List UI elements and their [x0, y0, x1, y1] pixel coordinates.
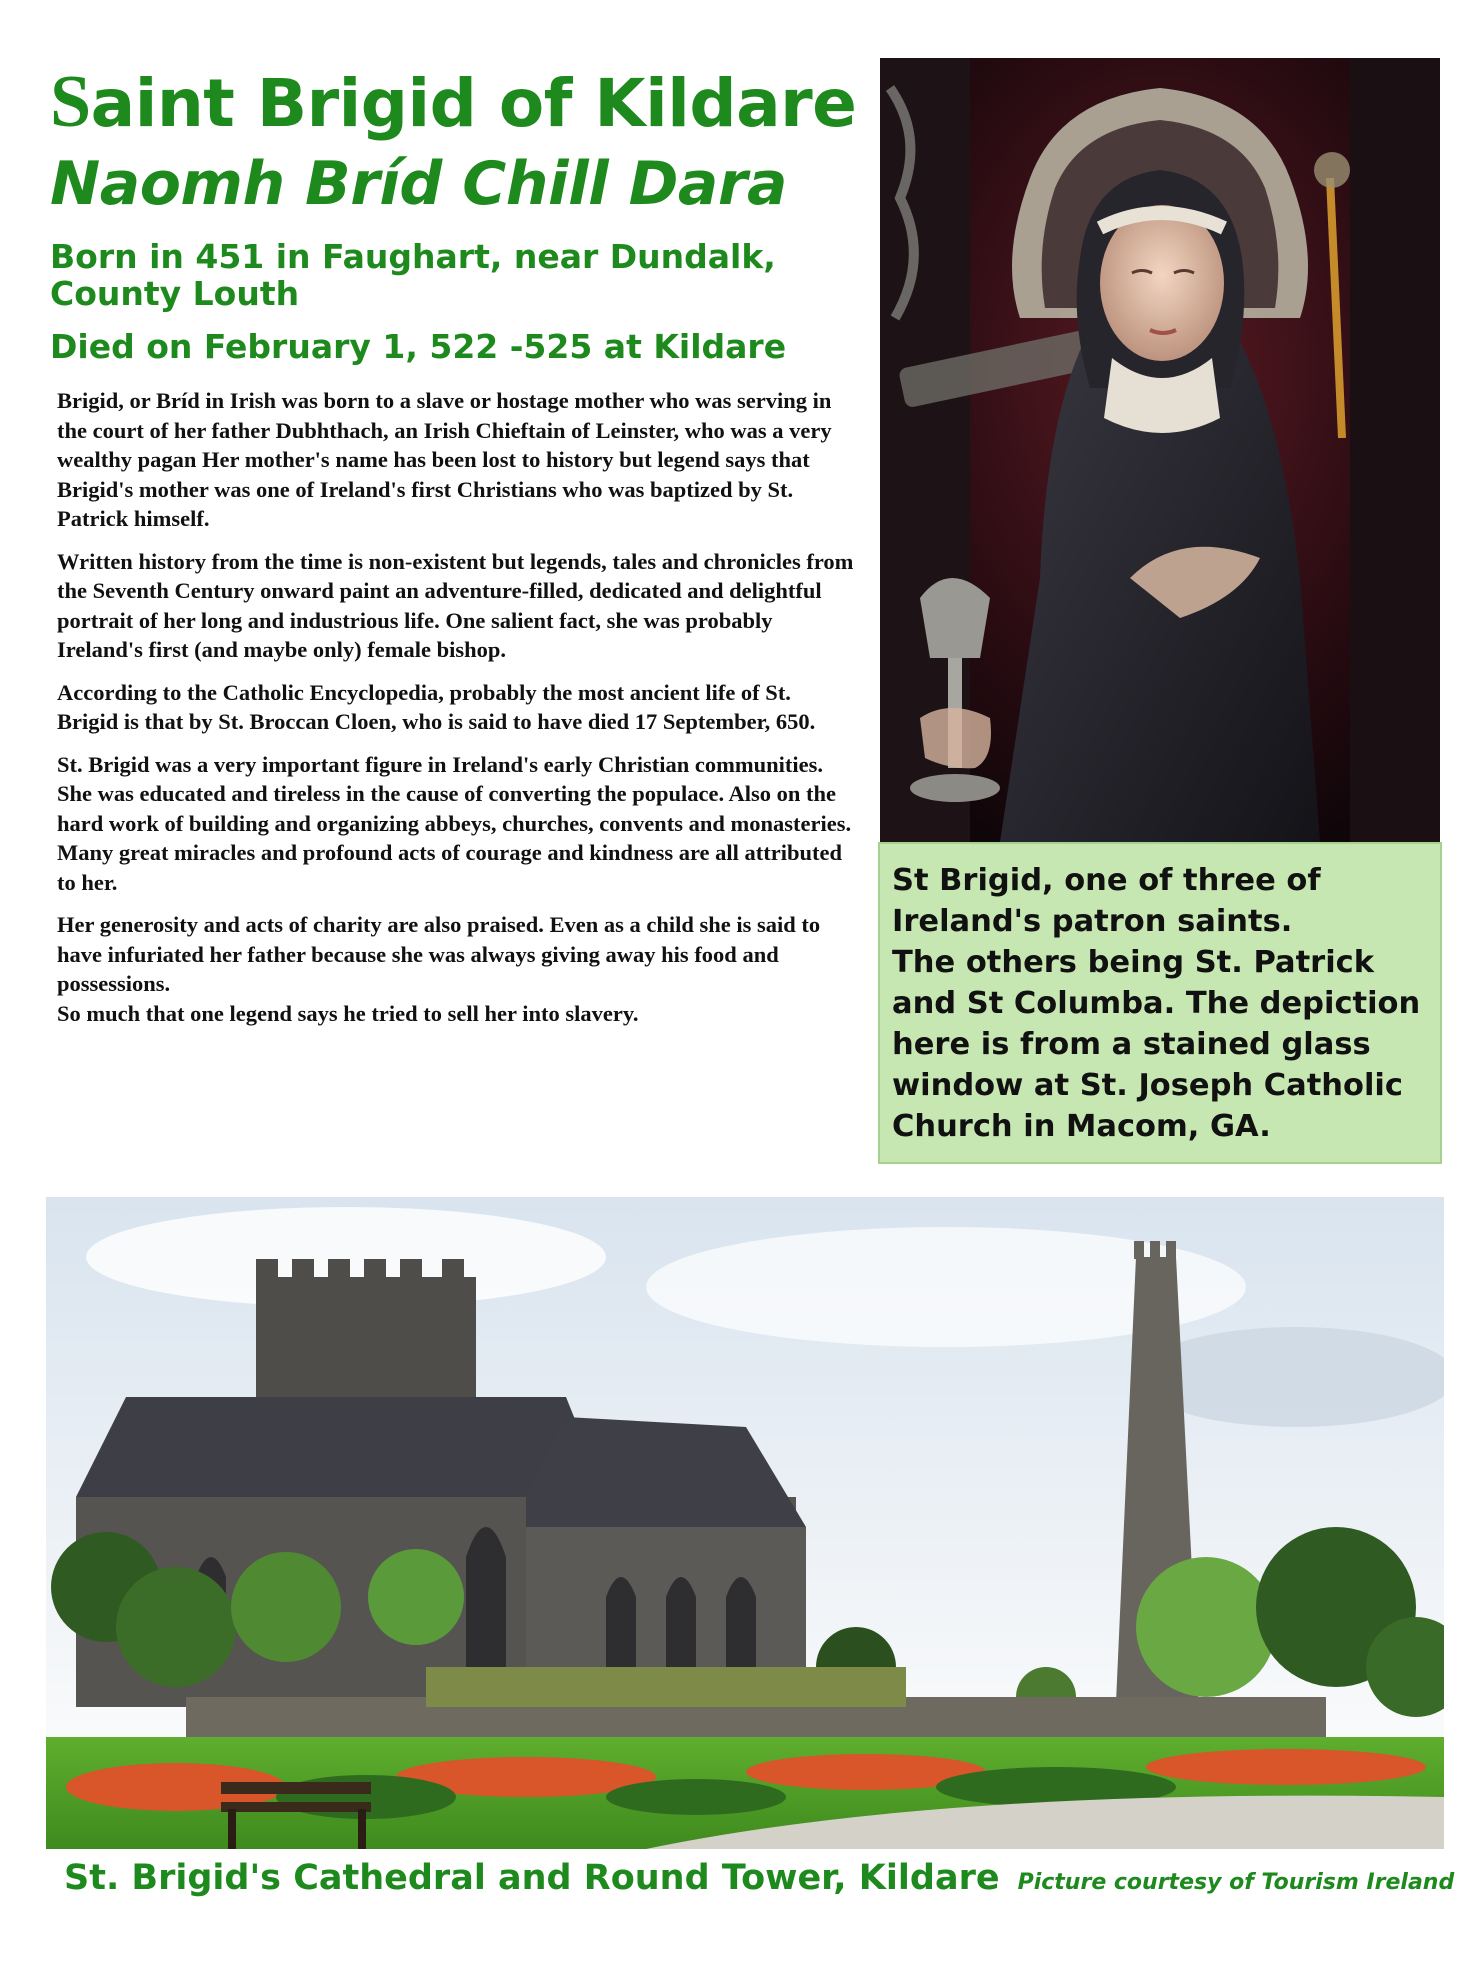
paragraph: Her generosity and acts of charity are also praised. Even as a child she is said to have infuriated her father because she was always giving away his food and possessions. So much that one legend says he tried to sell her into slavery. [57, 912, 821, 1026]
irish-title: Naomh Bríd Chill Dara [50, 149, 787, 219]
paragraph: Brigid, or Bríd in Irish was born to a slave or hostage mother who was serving in the court of her father Dubhthach, an Irish Chieftain of Leinster, who was a very wealthy pagan Her mother's name has been lost to history but legend says that Brigid's mother was one of Ireland's first Christians who was baptized by St. Patrick himself. [57, 388, 832, 531]
birth-info: Born in 451 in Faughart, near Dundalk, County Louth [50, 237, 776, 313]
photo-caption [64, 1858, 1454, 1898]
image-caption-box [878, 842, 1442, 1164]
title-block [50, 62, 870, 365]
page-title [50, 62, 870, 144]
paragraph: St. Brigid was a very important figure in Ireland's early Christian communities. She was educated and tireless in the cause of converting the populace. Also on the hard work of building and organizing abbeys, churches, convents and monasteries. Many great miracles and profound acts of courage and kindness are all attributed to her. [57, 751, 852, 895]
stained-glass-image [880, 58, 1440, 842]
title-rest: aint Brigid of Kildare [90, 65, 857, 142]
death-info: Died on February 1, 522 -525 at Kildare [50, 327, 787, 366]
photo-caption-title: St. Brigid's Cathedral and Round Tower, Kildare [64, 1858, 1000, 1898]
image-caption: St Brigid, one of three of Ireland's patron saints. The others being St. Patrick and St Columba. The depiction here is from a stained glass window at St. Joseph Catholic Church in Macom, GA. [892, 863, 1421, 1144]
paragraph: Written history from the time is non-existent but legends, tales and chronicles from the Seventh Century onward paint an adventure-filled, dedicated and delightful portrait of her long and industrious life. One salient fact, she was probably Ireland's first (and maybe only) female bishop. [57, 548, 854, 662]
cathedral-photo [46, 1197, 1444, 1849]
title-initial: S [50, 61, 91, 143]
biography-text [57, 386, 857, 1041]
paragraph: According to the Catholic Encyclopedia, probably the most ancient life of St. Brigid is that by St. Broccan Cloen, who is said to have died 17 September, 650. [57, 679, 816, 734]
photo-credit: Picture courtesy of Tourism Ireland [1017, 1870, 1455, 1895]
